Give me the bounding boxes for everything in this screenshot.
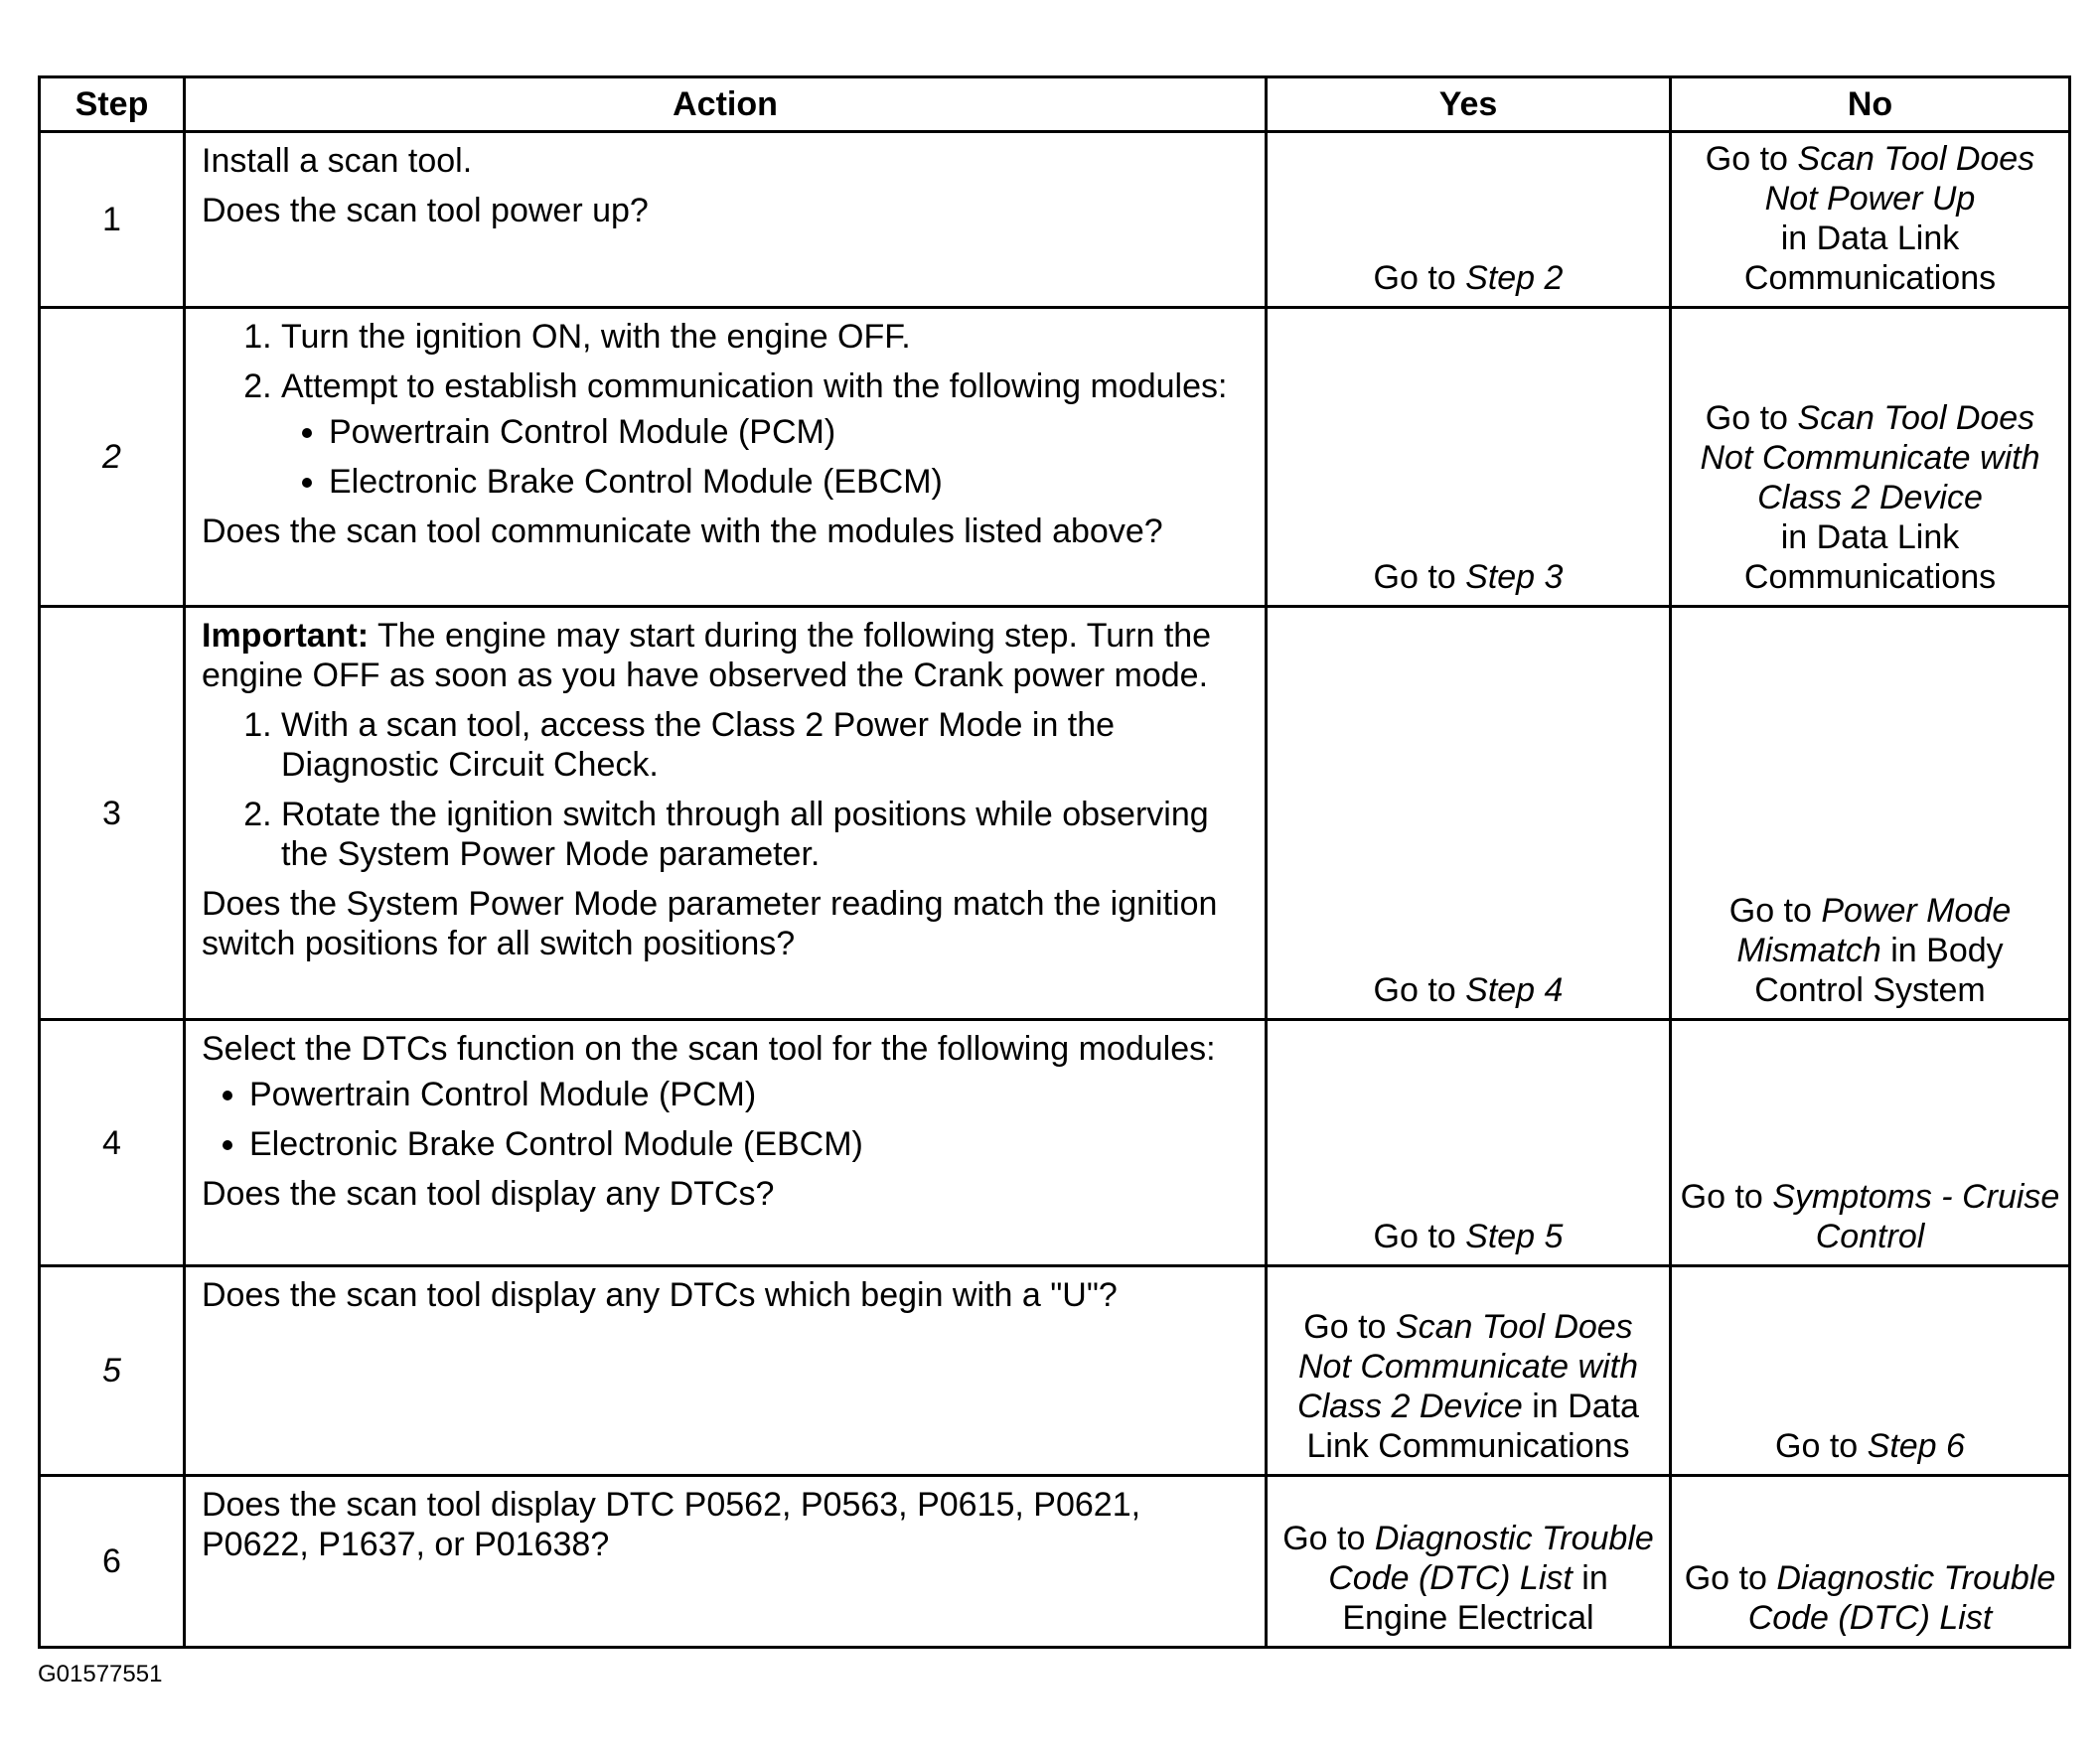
yes-prefix: Go to [1373, 1218, 1466, 1255]
header-yes: Yes [1267, 77, 1671, 132]
module-item: • Powertrain Control Module (PCM) [329, 412, 1253, 452]
header-step: Step [40, 77, 185, 132]
no-cell [1671, 1020, 2070, 1266]
yes-prefix: Go to [1303, 1308, 1396, 1346]
table-row-step-6 [40, 1476, 2070, 1648]
action-steps [202, 317, 1253, 502]
yes-cell [1267, 1476, 1671, 1648]
no-cell [1671, 1266, 2070, 1476]
step-number: 3 [40, 607, 185, 1020]
no-cell [1671, 308, 2070, 607]
yes-link[interactable]: Diagnostic Trouble Code (DTC) List [1328, 1520, 1654, 1597]
diagnostic-table [38, 75, 2071, 1649]
no-link[interactable]: Power Mode Mismatch [1736, 892, 2012, 969]
action-step: 1. Turn the ignition ON, with the engine OFF. [281, 317, 1253, 357]
important-text: The engine may start during the following step. Turn the engine OFF as soon as you have observed the Crank power mode. [202, 617, 1212, 694]
action-intro: Select the DTCs function on the scan tool for the following modules: [202, 1030, 1216, 1068]
action-question: Does the scan tool display any DTCs which begin with a "U"? [202, 1276, 1118, 1314]
yes-cell [1267, 1266, 1671, 1476]
module-item: • Powertrain Control Module (PCM) [249, 1075, 1253, 1114]
yes-cell [1267, 1020, 1671, 1266]
action-question: Does the System Power Mode parameter reading match the ignition switch positions for all switch positions? [202, 885, 1218, 962]
yes-link[interactable]: Scan Tool Does Not Communicate with Class 2 Device [1297, 1308, 1638, 1425]
yes-suffix: in Engine Electrical [1342, 1559, 1608, 1637]
no-prefix: Go to [1728, 892, 1822, 930]
action-cell [185, 1266, 1267, 1476]
header-no: No [1671, 77, 2070, 132]
action-step: 2. Attempt to establish communication with the following modules: • Powertrain Control Module (PCM) • Electronic Brake Control Module (EBCM) [281, 366, 1253, 502]
no-link[interactable]: Symptoms - Cruise Control [1772, 1178, 2060, 1255]
no-cell [1671, 1476, 2070, 1648]
no-prefix: Go to [1705, 399, 1798, 437]
yes-cell [1267, 607, 1671, 1020]
no-prefix: Go to [1684, 1559, 1777, 1597]
step-number: 2 [40, 308, 185, 607]
table-row-step-4 [40, 1020, 2070, 1266]
step-number: 4 [40, 1020, 185, 1266]
important-note [202, 616, 1253, 695]
step-number: 1 [40, 132, 185, 308]
no-cell [1671, 607, 2070, 1020]
no-link[interactable]: Step 6 [1867, 1427, 1965, 1465]
action-question: Does the scan tool display any DTCs? [202, 1175, 775, 1213]
action-text: Install a scan tool. [202, 142, 473, 180]
yes-prefix: Go to [1282, 1520, 1375, 1557]
yes-link[interactable]: Step 5 [1465, 1218, 1564, 1255]
no-prefix: Go to [1680, 1178, 1773, 1216]
yes-cell [1267, 308, 1671, 607]
table-row-step-3 [40, 607, 2070, 1020]
action-cell [185, 308, 1267, 607]
yes-prefix: Go to [1373, 971, 1466, 1009]
important-label: Important: [202, 617, 370, 655]
yes-cell [1267, 132, 1671, 308]
module-list [281, 412, 1253, 502]
action-step: 1. With a scan tool, access the Class 2 Power Mode in the Diagnostic Circuit Check. [281, 705, 1253, 785]
yes-suffix: in Data Link Communications [1306, 1388, 1639, 1465]
module-item: • Electronic Brake Control Module (EBCM) [329, 462, 1253, 502]
no-suffix: in Data Link Communications [1743, 220, 1997, 297]
step-number: 6 [40, 1476, 185, 1648]
table-row-step-2 [40, 308, 2070, 607]
action-question: Does the scan tool display DTC P0562, P0563, P0615, P0621, P0622, P1637, or P01638? [202, 1486, 1141, 1563]
figure-id: G01577551 [38, 1661, 163, 1687]
action-cell [185, 1020, 1267, 1266]
yes-link[interactable]: Step 2 [1465, 259, 1564, 297]
module-item: • Electronic Brake Control Module (EBCM) [249, 1124, 1253, 1164]
yes-prefix: Go to [1373, 558, 1466, 596]
action-cell [185, 607, 1267, 1020]
yes-link[interactable]: Step 4 [1465, 971, 1564, 1009]
action-question: Does the scan tool communicate with the modules listed above? [202, 512, 1163, 550]
yes-prefix: Go to [1373, 259, 1466, 297]
action-cell [185, 132, 1267, 308]
module-list [202, 1075, 1253, 1164]
no-suffix: in Data Link Communications [1743, 518, 1997, 596]
no-prefix: Go to [1775, 1427, 1868, 1465]
no-cell [1671, 132, 2070, 308]
no-suffix: in Body Control System [1754, 932, 2004, 1009]
action-cell [185, 1476, 1267, 1648]
header-row [40, 77, 2070, 132]
no-prefix: Go to [1705, 140, 1798, 178]
action-question: Does the scan tool power up? [202, 192, 649, 229]
action-step: 2. Rotate the ignition switch through all positions while observing the System Power Mode parameter. [281, 795, 1253, 874]
table-row-step-1 [40, 132, 2070, 308]
yes-link[interactable]: Step 3 [1465, 558, 1564, 596]
table-row-step-5 [40, 1266, 2070, 1476]
no-link[interactable]: Diagnostic Trouble Code (DTC) List [1747, 1559, 2056, 1637]
header-action: Action [185, 77, 1267, 132]
action-steps [202, 705, 1253, 874]
no-link[interactable]: Scan Tool Does Not Communicate with Class 2 Device [1700, 399, 2040, 516]
no-link[interactable]: Scan Tool Does Not Power Up [1764, 140, 2035, 218]
step-number: 5 [40, 1266, 185, 1476]
